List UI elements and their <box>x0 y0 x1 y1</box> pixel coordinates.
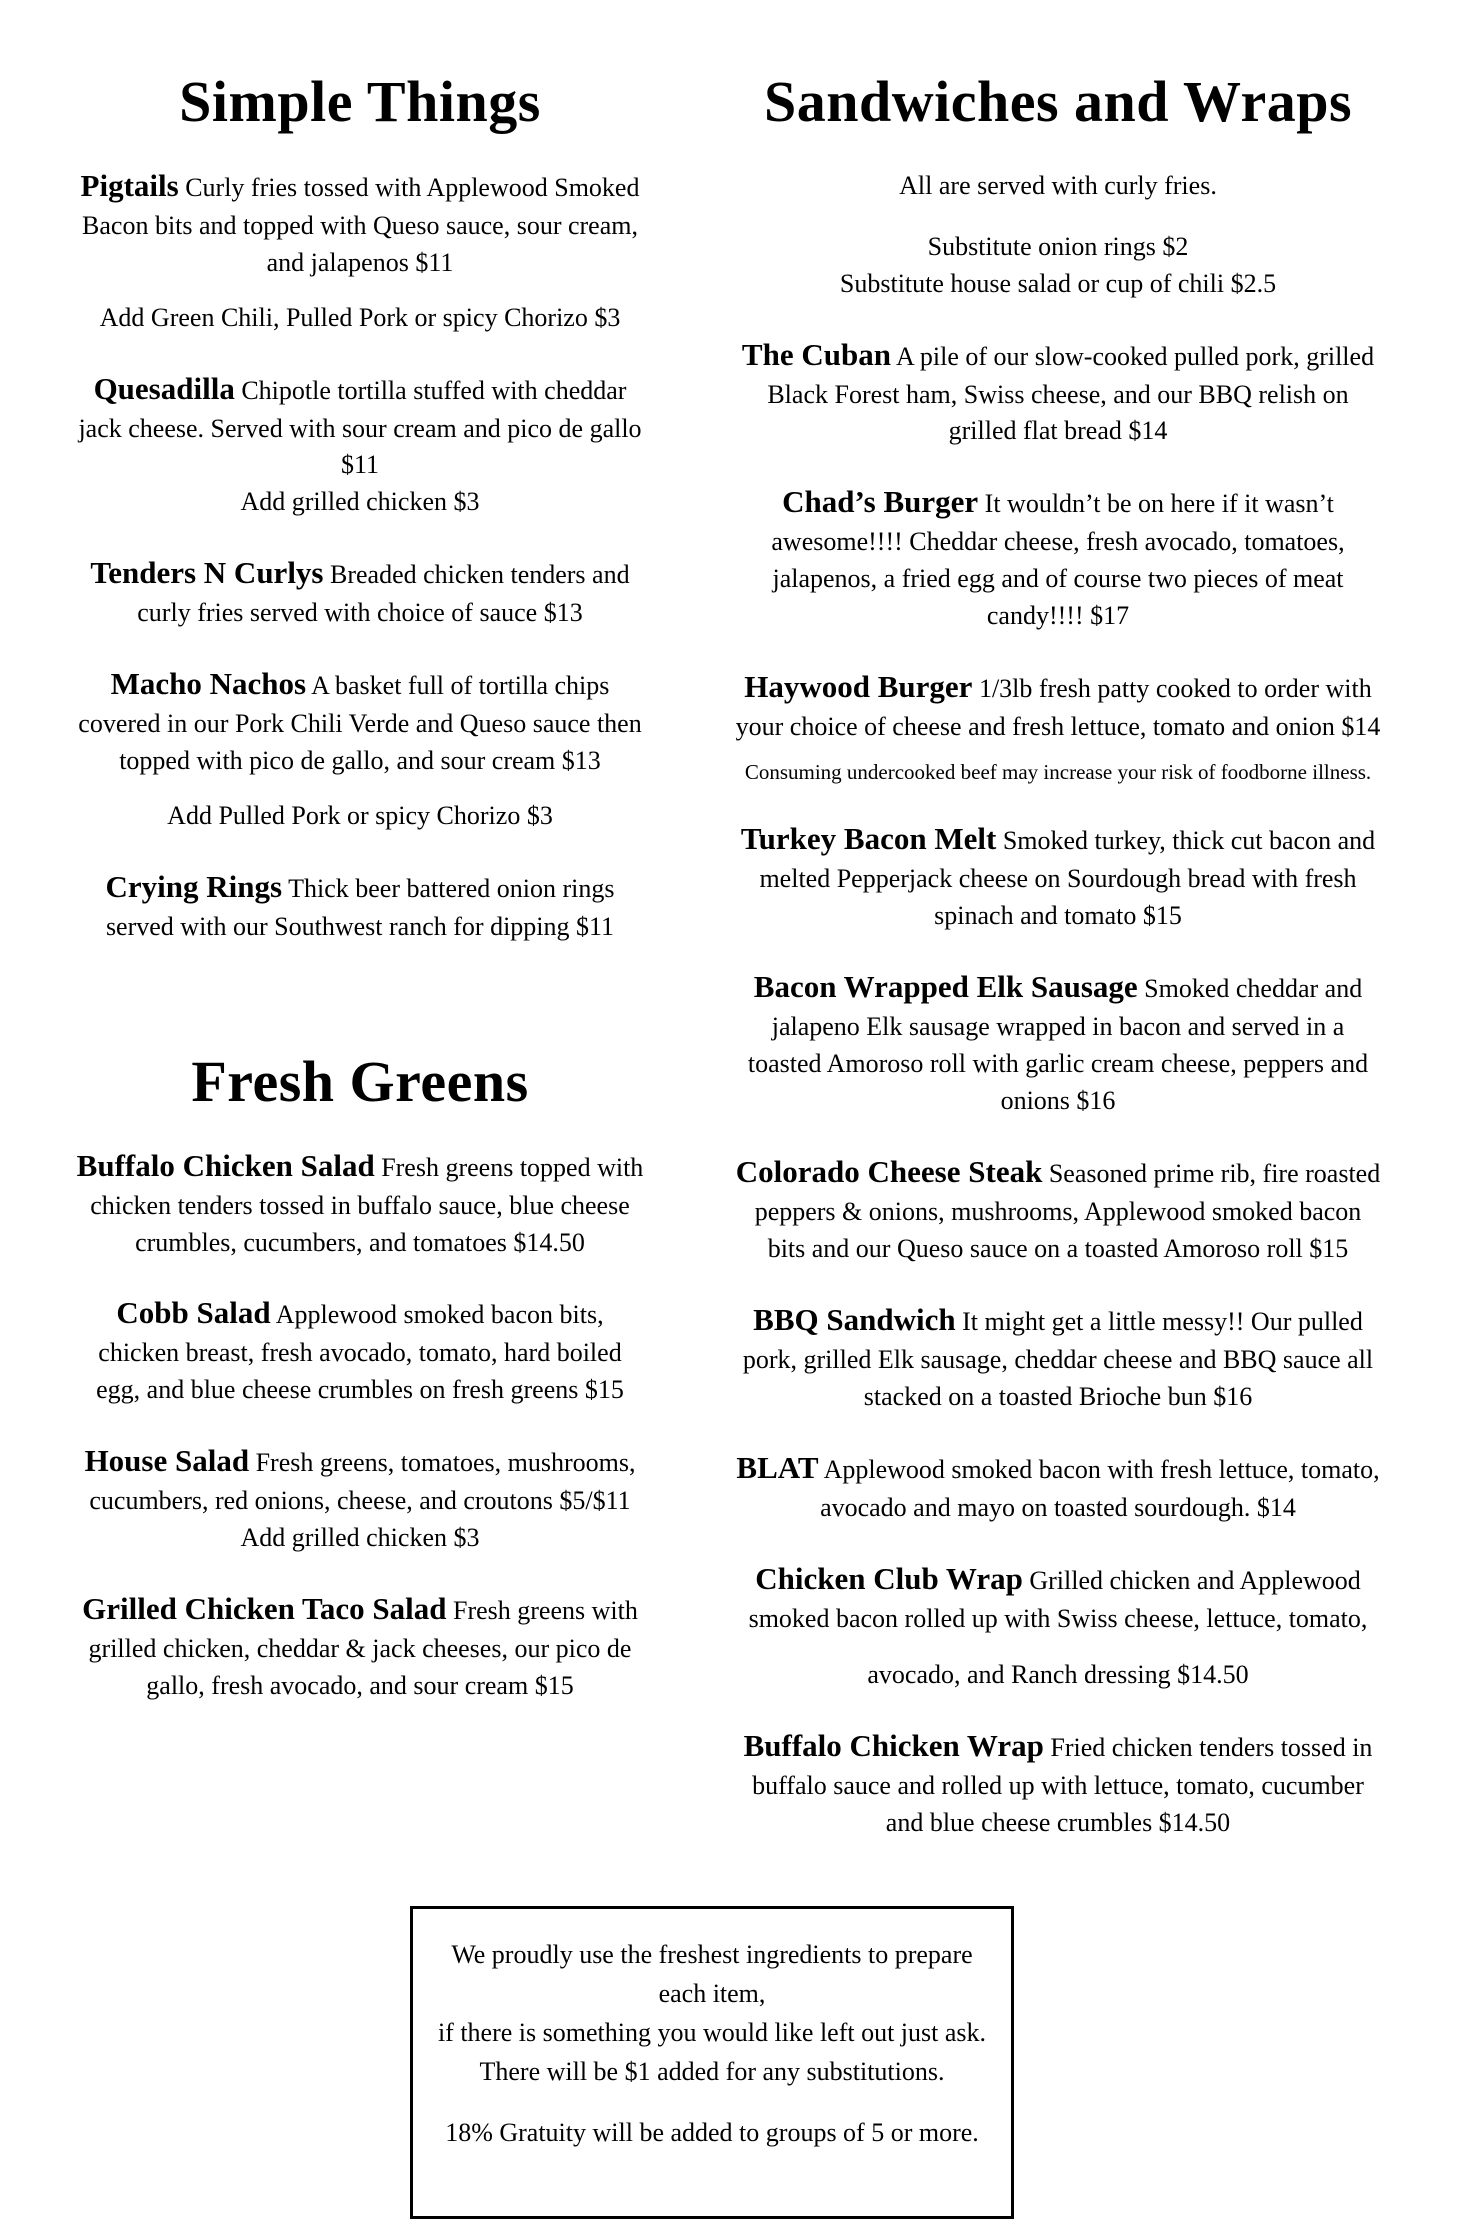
section-fresh-greens <box>75 1050 645 1705</box>
menu-item-crying-rings <box>75 865 645 946</box>
menu-item-bacon-wrapped-elk-sausage <box>733 965 1383 1120</box>
section-title-sandwiches: Sandwiches and Wraps <box>763 69 1353 134</box>
item-desc: 1/3lb fresh patty cooked to order with your choice of cheese and fresh lettuce, tomato and onion $14 <box>735 674 1381 742</box>
menu-item-buffalo-chicken-wrap <box>733 1724 1383 1842</box>
item-desc: Breaded chicken tenders and curly fries served with choice of sauce $13 <box>137 560 630 628</box>
footer-line-2: if there is something you would like left out just ask. <box>437 2018 987 2048</box>
right-column <box>733 70 1383 1842</box>
item-name: Quesadilla <box>93 370 235 406</box>
menu-item-buffalo-chicken-salad <box>75 1144 645 1262</box>
item-name: Chad’s Burger <box>782 484 979 520</box>
item-desc: Seasoned prime rib, fire roasted peppers & onions, mushrooms, Applewood smoked bacon bits and our Queso sauce on a toasted Amoroso roll $15 <box>754 1158 1381 1263</box>
section-title-simple-things: Simple Things <box>179 69 541 134</box>
item-desc: Fresh greens, tomatoes, mushrooms, cucumbers, red onions, cheese, and croutons $5/$11 <box>89 1448 636 1516</box>
menu-item-cobb-salad <box>75 1291 645 1409</box>
item-desc: It might get a little messy!! Our pulled pork, grilled Elk sausage, cheddar cheese and BBQ sauce all stacked on a toasted Brioche bun $16 <box>742 1306 1374 1411</box>
item-desc: Fresh greens with grilled chicken, cheddar & jack cheeses, our pico de gallo, fresh avocado, and sour cream $15 <box>88 1596 638 1701</box>
menu-item-macho-nachos <box>75 662 645 780</box>
item-note: Add grilled chicken $3 <box>240 487 480 517</box>
item-name: Buffalo Chicken Salad <box>76 1147 375 1183</box>
item-desc: Fried chicken tenders tossed in buffalo sauce and rolled up with lettuce, tomato, cucumber and blue cheese crumbles $14.50 <box>752 1733 1373 1838</box>
menu-item-bbq-sandwich <box>733 1298 1383 1416</box>
menu-columns <box>75 70 1484 1842</box>
item-name: Chicken Club Wrap <box>755 1560 1023 1596</box>
left-column <box>75 70 645 1705</box>
menu-item-quesadilla <box>75 367 645 485</box>
item-name: Cobb Salad <box>116 1295 271 1331</box>
footer-line-1: We proudly use the freshest ingredients to prepare each item, <box>451 1940 973 2009</box>
item-note: Add grilled chicken $3 <box>240 1523 480 1553</box>
menu-item-chicken-club-wrap <box>733 1557 1383 1638</box>
item-name: Pigtails <box>80 167 179 203</box>
substitution-lines <box>733 229 1383 303</box>
menu-item-colorado-cheese-steak <box>733 1150 1383 1268</box>
menu-item-chads-burger <box>733 480 1383 635</box>
item-note: Add Pulled Pork or spicy Chorizo $3 <box>167 801 553 831</box>
item-name: Macho Nachos <box>110 666 307 702</box>
menu-item-the-cuban <box>733 333 1383 451</box>
item-name: BLAT <box>736 1449 819 1485</box>
menu-item-haywood-burger <box>733 665 1383 746</box>
item-name: Tenders N Curlys <box>90 555 324 591</box>
item-name: The Cuban <box>741 336 891 372</box>
item-name: Bacon Wrapped Elk Sausage <box>753 969 1138 1005</box>
substitution-line-2: Substitute house salad or cup of chili $2.5 <box>839 268 1277 298</box>
footer-line-3: There will be $1 added for any substitutions. <box>479 2057 945 2087</box>
item-desc-continued: avocado, and Ranch dressing $14.50 <box>867 1660 1249 1690</box>
item-desc: It wouldn’t be on here if it wasn’t awesome!!!! Cheddar cheese, fresh avocado, tomatoes, jalapenos, a fried egg and of course two pieces of meat candy!!!! $17 <box>771 489 1345 631</box>
item-name: Turkey Bacon Melt <box>740 821 997 857</box>
menu-item-pigtails <box>75 164 645 282</box>
menu-item-turkey-bacon-melt <box>733 817 1383 935</box>
item-name: Buffalo Chicken Wrap <box>743 1728 1044 1764</box>
menu-item-blat <box>733 1446 1383 1527</box>
item-note: Add Green Chili, Pulled Pork or spicy Chorizo $3 <box>99 302 621 332</box>
item-desc: Applewood smoked bacon with fresh lettuce, tomato, avocado and mayo on toasted sourdough. $14 <box>820 1454 1380 1522</box>
footer-notice-box <box>410 1906 1014 2219</box>
item-desc: Thick beer battered onion rings served with our Southwest ranch for dipping $11 <box>105 873 615 941</box>
item-name: Colorado Cheese Steak <box>735 1153 1043 1189</box>
item-name: Crying Rings <box>105 868 283 904</box>
substitution-line-1: Substitute onion rings $2 <box>927 231 1189 261</box>
item-desc: Smoked turkey, thick cut bacon and melted Pepperjack cheese on Sourdough bread with fresh spinach and tomato $15 <box>759 826 1376 931</box>
section-title-fresh-greens: Fresh Greens <box>191 1048 529 1114</box>
menu-item-grilled-chicken-taco-salad <box>75 1587 645 1705</box>
beef-disclaimer: Consuming undercooked beef may increase your risk of foodborne illness. <box>744 760 1372 784</box>
item-desc: A pile of our slow-cooked pulled pork, grilled Black Forest ham, Swiss cheese, and our BBQ relish on grilled flat bread $14 <box>767 341 1375 446</box>
item-name: Haywood Burger <box>744 669 973 705</box>
item-desc: A basket full of tortilla chips covered in our Pork Chili Verde and Queso sauce then topped with pico de gallo, and sour cream $13 <box>78 671 642 776</box>
sandwiches-intro: All are served with curly fries. <box>899 170 1217 200</box>
footer-gratuity-line: 18% Gratuity will be added to groups of 5 or more. <box>445 2118 979 2148</box>
menu-item-tenders-n-curlys <box>75 551 645 632</box>
item-name: BBQ Sandwich <box>753 1301 956 1337</box>
item-desc: Grilled chicken and Applewood smoked bacon rolled up with Swiss cheese, lettuce, tomato, <box>748 1565 1368 1633</box>
item-name: House Salad <box>84 1443 250 1479</box>
item-desc: Curly fries tossed with Applewood Smoked Bacon bits and topped with Queso sauce, sour cream, and jalapenos $11 <box>82 172 640 277</box>
item-name: Grilled Chicken Taco Salad <box>82 1591 447 1627</box>
section-sandwiches-and-wraps <box>733 70 1383 1842</box>
item-desc: Fresh greens topped with chicken tenders tossed in buffalo sauce, blue cheese crumbles, cucumbers, and tomatoes $14.50 <box>90 1152 644 1257</box>
item-desc: Chipotle tortilla stuffed with cheddar jack cheese. Served with sour cream and pico de gallo $11 <box>78 375 642 480</box>
section-simple-things <box>75 70 645 946</box>
item-desc: Smoked cheddar and jalapeno Elk sausage wrapped in bacon and served in a toasted Amoroso roll with garlic cream cheese, peppers and onions $16 <box>747 974 1369 1116</box>
menu-item-house-salad <box>75 1439 645 1520</box>
item-desc: Applewood smoked bacon bits, chicken breast, fresh avocado, tomato, hard boiled egg, and blue cheese crumbles on fresh greens $15 <box>96 1300 624 1405</box>
